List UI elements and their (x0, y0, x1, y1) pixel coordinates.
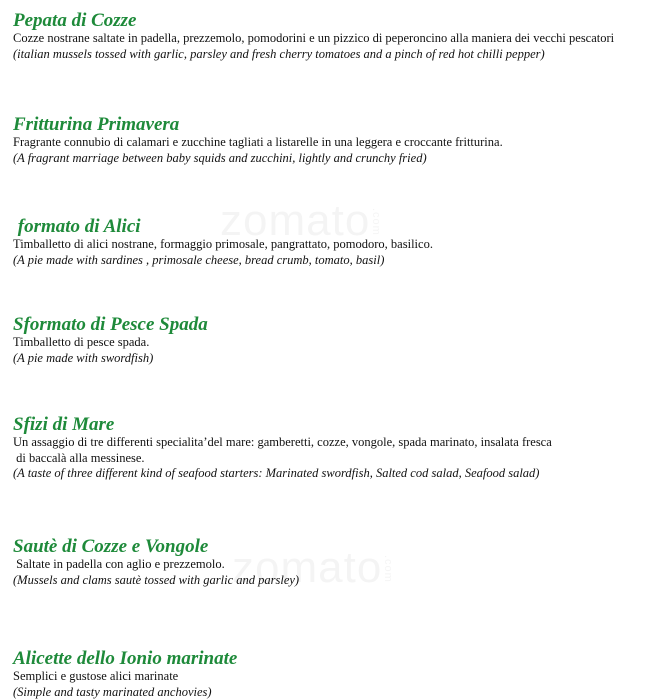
dish-description: Fragrante connubio di calamari e zucchine tagliati a listarelle in una leggera e croccante fritturina. (13, 135, 503, 149)
dish-description: Saltate in padella con aglio e prezzemolo. (13, 557, 225, 571)
dish-description: Timballetto di pesce spada. (13, 335, 150, 349)
menu-item-saute-cozze-vongole (13, 537, 654, 588)
dish-title: formato di Alici (13, 216, 141, 237)
dish-title: Alicette dello Ionio marinate (13, 648, 238, 669)
dish-title: Sformato di Pesce Spada (13, 314, 208, 335)
menu-item-sformato-pesce-spada (13, 315, 654, 366)
dish-title: Pepata di Cozze (13, 10, 137, 31)
dish-title: Fritturina Primavera (13, 114, 180, 135)
dish-description: Timballetto di alici nostrane, formaggio primosale, pangrattato, pomodoro, basilico. (13, 237, 433, 251)
dish-translation: (Mussels and clams sautè tossed with garlic and parsley) (13, 572, 300, 587)
menu-item-alicette-ionio (13, 649, 654, 700)
menu-item-pepata-di-cozze (13, 11, 654, 62)
dish-title: Sfizi di Mare (13, 414, 115, 435)
menu-item-fritturina-primavera (13, 115, 654, 166)
dish-translation: (italian mussels tossed with garlic, parsley and fresh cherry tomatoes and a pinch of red hot chilli pepper) (13, 46, 545, 61)
dish-description: Un assaggio di tre differenti specialita’del mare: gamberetti, cozze, vongole, spada marinato, insalata fresca (13, 435, 552, 449)
dish-description-line-2: di baccalà alla messinese. (13, 450, 145, 465)
dish-translation: (A fragrant marriage between baby squids and zucchini, lightly and crunchy fried) (13, 150, 427, 165)
dish-translation: (Simple and tasty marinated anchovies) (13, 684, 212, 699)
menu-item-sfizi-di-mare (13, 415, 654, 482)
dish-translation: (A taste of three different kind of seafood starters: Marinated swordfish, Salted cod salad, Seafood salad) (13, 466, 540, 480)
dish-description: Cozze nostrane saltate in padella, prezzemolo, pomodorini e un pizzico di peperoncino alla maniera dei vecchi pescatori (13, 31, 615, 45)
dish-translation: (A pie made with swordfish) (13, 350, 154, 365)
menu-item-formato-di-alici (13, 217, 654, 268)
dish-description: Semplici e gustose alici marinate (13, 669, 179, 683)
dish-translation: (A pie made with sardines , primosale cheese, bread crumb, tomato, basil) (13, 252, 385, 267)
dish-title: Sautè di Cozze e Vongole (13, 536, 209, 557)
